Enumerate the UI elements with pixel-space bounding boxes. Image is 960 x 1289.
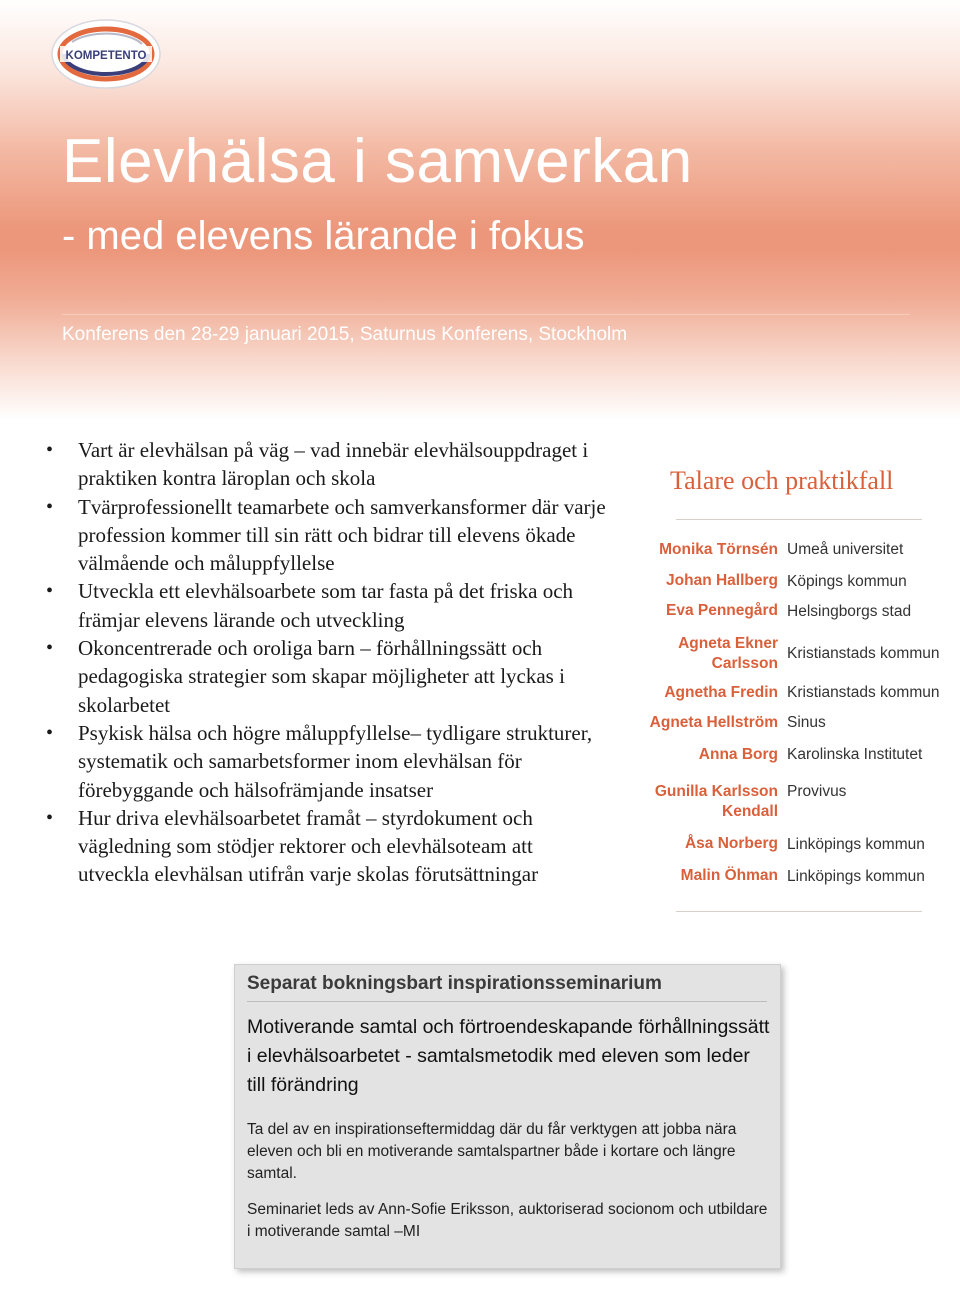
- logo-text: KOMPETENTO: [65, 50, 147, 62]
- seminar-box: [234, 964, 781, 1269]
- speaker-org: Provivus: [787, 783, 847, 800]
- speaker-name: Agneta Ekner Carlsson: [678, 635, 778, 672]
- speaker-name: Eva Pennegård: [666, 602, 778, 619]
- speaker-name: Johan Hallberg: [666, 572, 778, 589]
- seminar-divider: [247, 1001, 767, 1002]
- kompetento-logo: [50, 18, 162, 90]
- page-title: Elevhälsa i samverkan: [62, 127, 693, 196]
- bullet-icon: •: [46, 580, 54, 603]
- speaker-name: Gunilla Karlsson Kendall: [654, 783, 778, 820]
- list-item: • Hur driva elevhälsoarbetet framåt – styrdokument och vägledning som stödjer rektorer och elevhälsoteam att utveckla elevhälsan utifrån varje skolas förutsättningar: [46, 805, 539, 887]
- speaker-org: Sinus: [787, 714, 826, 731]
- page-subtitle: - med elevens lärande i fokus: [62, 214, 585, 258]
- speaker-org: Umeå universitet: [787, 541, 904, 558]
- seminar-title: Motiverande samtal och förtroendeskapande förhållningssätt i elevhälsoarbetet - samtalsmetodik med eleven som leder till förändring: [247, 1016, 770, 1096]
- topic-list: [46, 436, 606, 889]
- list-item: • Vart är elevhälsan på väg – vad innebär elevhälsouppdraget i praktiken kontra läroplan och skola: [46, 438, 589, 491]
- speaker-name: Monika Törnsén: [659, 541, 778, 558]
- speaker-org: Köpings kommun: [787, 573, 907, 590]
- speaker-org: Helsingborgs stad: [787, 603, 912, 620]
- list-item: • Tvärprofessionellt teamarbete och samverkansformer där varje profession kommer till sin rätt och bidrar till elevens ökade välmående och måluppfyllelse: [46, 494, 606, 576]
- list-item: • Okoncentrerade och oroliga barn – förhållningssätt och pedagogiska strategier som skapar möjligheter att lyckas i skolarbetet: [46, 636, 565, 717]
- list-item: • Utveckla ett elevhälsoarbete som tar fasta på det friska och främjar elevens lärande och utveckling: [46, 579, 574, 632]
- bullet-icon: •: [46, 806, 54, 829]
- speakers-bottom-divider: [676, 911, 922, 912]
- bullet-icon: •: [46, 495, 54, 518]
- speaker-org: Kristianstads kommun: [787, 645, 940, 662]
- speaker-name: Agnetha Fredin: [664, 684, 778, 701]
- speaker-name: Malin Öhman: [680, 867, 778, 884]
- seminar-leader: Seminariet leds av Ann-Sofie Eriksson, auktoriserad socionom och utbildare i motiverande samtal –MI: [247, 1201, 768, 1240]
- bullet-icon: •: [46, 439, 54, 461]
- seminar-heading: Separat bokningsbart inspirationsseminarium: [247, 973, 662, 994]
- bullet-icon: •: [46, 721, 54, 744]
- speaker-name: Anna Borg: [698, 746, 778, 763]
- speaker-name: Agneta Hellström: [649, 714, 778, 731]
- speakers-heading: Talare och praktikfall: [670, 466, 894, 495]
- seminar-description: Ta del av en inspirationseftermiddag där du får verktygen att jobba nära eleven och bli en motiverande samtalspartner både i kortare och längre samtal.: [247, 1121, 737, 1182]
- speakers-top-divider: [676, 519, 922, 520]
- speaker-name: Åsa Norberg: [684, 835, 778, 852]
- speaker-org: Linköpings kommun: [787, 836, 925, 853]
- speaker-org: Linköpings kommun: [787, 868, 925, 885]
- bullet-icon: •: [46, 637, 54, 660]
- speaker-org: Kristianstads kommun: [787, 684, 940, 701]
- header-divider: [62, 314, 910, 315]
- list-item: • Psykisk hälsa och högre måluppfyllelse– tydligare strukturer, systematik och samarbetsformer inom elevhälsan för förebyggande och hälsofrämjande insatser: [46, 720, 593, 802]
- speaker-org: Karolinska Institutet: [787, 746, 923, 763]
- conference-info: Konferens den 28-29 januari 2015, Saturnus Konferens, Stockholm: [62, 324, 628, 345]
